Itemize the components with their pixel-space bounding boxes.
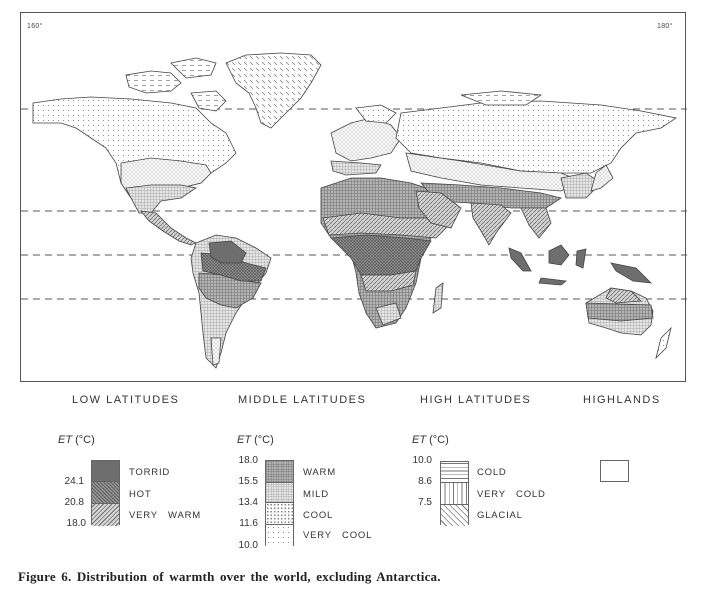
longitude-label-180: 180° <box>657 23 673 30</box>
tick-8-6: 8.6 <box>418 476 432 487</box>
tick-11-6: 11.6 <box>239 518 258 529</box>
class-hot: HOT <box>129 489 152 500</box>
legend-scale-middle <box>265 460 294 546</box>
class-very-cold: VERY COLD <box>477 489 546 500</box>
longitude-label-160: 160° <box>27 23 43 30</box>
swatch-cold <box>441 462 468 483</box>
et-unit-label-low: ET (°C) <box>58 434 95 446</box>
tick-7-5: 7.5 <box>418 497 432 508</box>
class-mild: MILD <box>303 489 329 500</box>
world-map-canvas <box>21 13 687 383</box>
tick-24-1: 24.1 <box>64 476 84 487</box>
swatch-hot <box>92 482 119 504</box>
tick-10-0-mid: 10.0 <box>238 540 258 551</box>
swatch-torrid <box>92 461 119 482</box>
class-cold: COLD <box>477 467 507 478</box>
legend-heading-low-latitudes: LOW LATITUDES <box>72 394 180 406</box>
et-unit-label-middle: ET (°C) <box>237 434 274 446</box>
class-torrid: TORRID <box>129 467 171 478</box>
tick-15-5: 15.5 <box>238 476 258 487</box>
et-unit-label-high: ET (°C) <box>412 434 449 446</box>
class-cool: COOL <box>303 510 334 521</box>
tick-18-0-mid: 18.0 <box>238 455 258 466</box>
class-glacial: GLACIAL <box>477 510 523 521</box>
swatch-highlands <box>600 460 629 482</box>
tick-20-8: 20.8 <box>64 497 84 508</box>
legend-scale-high <box>440 461 469 525</box>
legend-heading-highlands: HIGHLANDS <box>583 394 661 406</box>
swatch-cool <box>266 503 293 525</box>
swatch-glacial <box>441 505 468 526</box>
figure-caption: Figure 6. Distribution of warmth over the world, excluding Antarctica. <box>18 569 441 584</box>
swatch-very-cool <box>266 525 293 547</box>
tick-13-4: 13.4 <box>238 497 258 508</box>
tick-10-0-high: 10.0 <box>412 455 432 466</box>
world-map <box>20 12 686 382</box>
legend-heading-high-latitudes: HIGH LATITUDES <box>420 394 532 406</box>
class-very-warm: VERY WARM <box>129 510 201 521</box>
swatch-mild <box>266 483 293 503</box>
swatch-warm <box>266 461 293 483</box>
tick-18-0: 18.0 <box>66 518 86 529</box>
class-warm: WARM <box>303 467 336 478</box>
class-very-cool: VERY COOL <box>303 530 373 541</box>
swatch-very-cold <box>441 483 468 505</box>
swatch-very-warm <box>92 504 119 526</box>
legend-heading-middle-latitudes: MIDDLE LATITUDES <box>238 394 367 406</box>
legend-scale-low <box>91 460 120 525</box>
